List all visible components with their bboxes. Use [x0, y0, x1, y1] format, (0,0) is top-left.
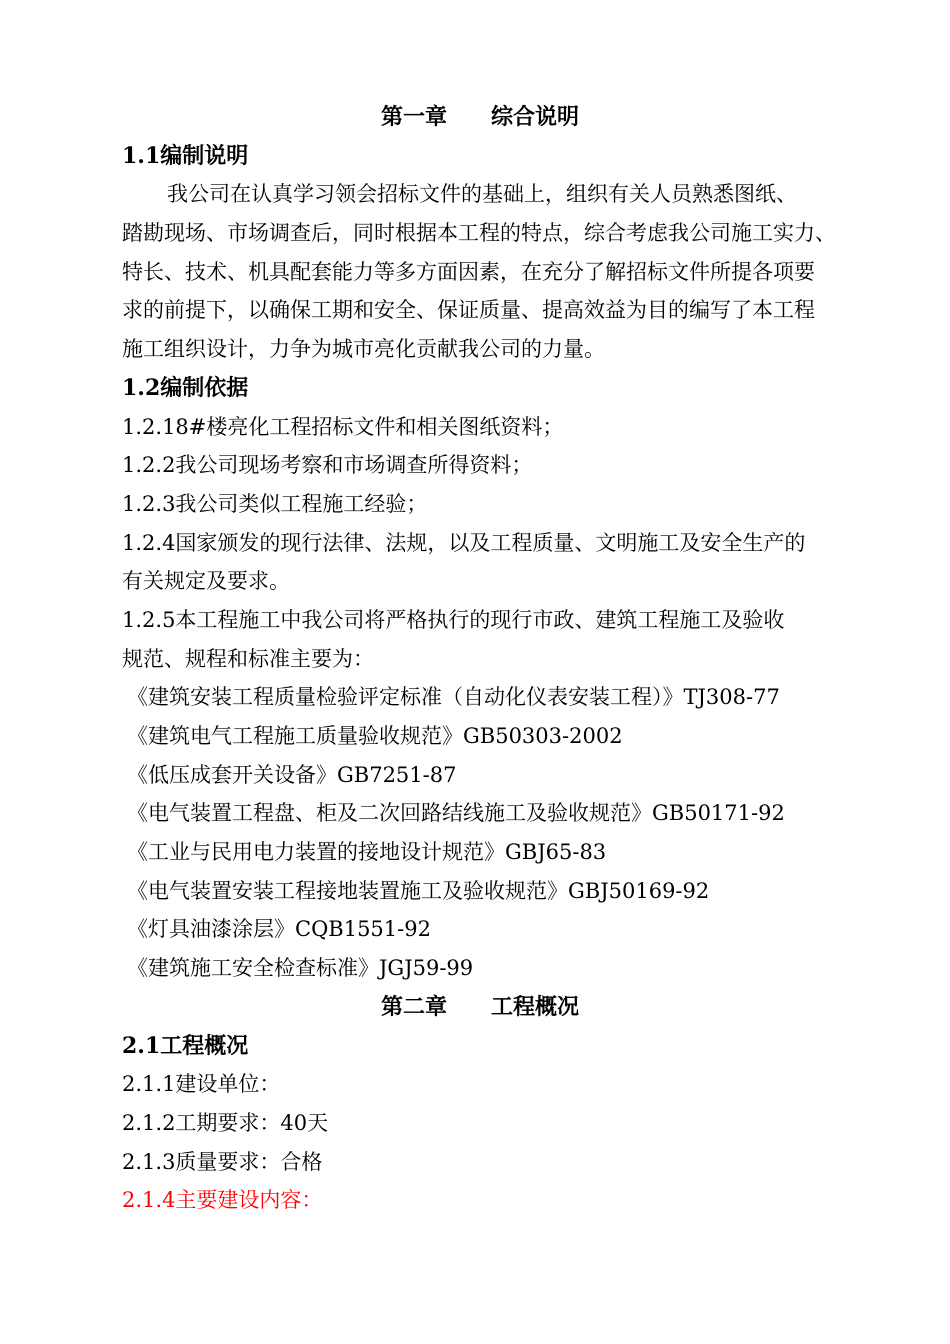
section-1-2-heading: 1.2编制依据 [122, 374, 249, 401]
chapter-2-title [122, 988, 838, 1027]
paragraph-line: 求的前提下，以确保工期和安全、保证质量、提高效益为目的编写了本工程 [122, 298, 815, 323]
basis-item-3: 1.2.3我公司类似工程施工经验； [122, 491, 428, 516]
section-1-1-heading: 1.1编制说明 [122, 142, 249, 169]
basis-item-5: 1.2.5本工程施工中我公司将严格执行的现行市政、建筑工程施工及验收 [122, 607, 785, 632]
document-body [122, 98, 838, 1220]
basis-item-1: 1.2.18#楼亮化工程招标文件和相关图纸资料； [122, 414, 564, 439]
overview-item-duration: 2.1.2工期要求：40天 [122, 1110, 329, 1135]
paragraph-line: 特长、技术、机具配套能力等多方面因素，在充分了解招标文件所提各项要 [122, 259, 815, 284]
standard-item: 《建筑安装工程质量检验评定标准（自动化仪表安装工程）》TJ308-77 [127, 685, 780, 710]
chapter-2-name: 工程概况 [491, 993, 580, 1020]
basis-item-4: 1.2.4国家颁发的现行法律、法规，以及工程质量、文明施工及安全生产的 [122, 530, 806, 555]
standard-item: 《灯具油漆涂层》CQB1551-92 [127, 917, 431, 942]
paragraph-line: 施工组织设计，力争为城市亮化贡献我公司的力量。 [122, 337, 605, 362]
basis-item-4-continued: 有关规定及要求。 [122, 569, 290, 594]
overview-item-owner: 2.1.1建设单位： [122, 1072, 281, 1097]
chapter-1-number: 第一章 [380, 104, 447, 130]
standard-item: 《工业与民用电力装置的接地设计规范》GBJ65-83 [127, 840, 607, 865]
basis-item-2: 1.2.2我公司现场考察和市场调查所得资料； [122, 453, 533, 478]
overview-item-quality: 2.1.3质量要求：合格 [122, 1149, 323, 1174]
paragraph-line: 踏勘现场、市场调查后，同时根据本工程的特点，综合考虑我公司施工实力、 [122, 221, 836, 246]
paragraph-line: 我公司在认真学习领会招标文件的基础上，组织有关人员熟悉图纸、 [167, 182, 797, 207]
standard-item: 《低压成套开关设备》GB7251-87 [127, 762, 457, 787]
chapter-2-number: 第二章 [380, 993, 447, 1020]
standard-item: 《电气装置安装工程接地装置施工及验收规范》GBJ50169-92 [127, 878, 710, 903]
standard-item: 《建筑施工安全检查标准》JGJ59-99 [127, 956, 474, 981]
overview-item-scope: 2.1.4主要建设内容： [122, 1188, 323, 1213]
chapter-1-title [122, 98, 838, 137]
section-2-1-heading: 2.1工程概况 [122, 1032, 249, 1059]
standard-item: 《建筑电气工程施工质量验收规范》GB50303-2002 [127, 724, 623, 748]
standard-item: 《电气装置工程盘、柜及二次回路结线施工及验收规范》GB50171-92 [127, 801, 785, 826]
chapter-1-name: 综合说明 [491, 104, 580, 130]
basis-item-5-continued: 规范、规程和标准主要为： [122, 646, 374, 671]
